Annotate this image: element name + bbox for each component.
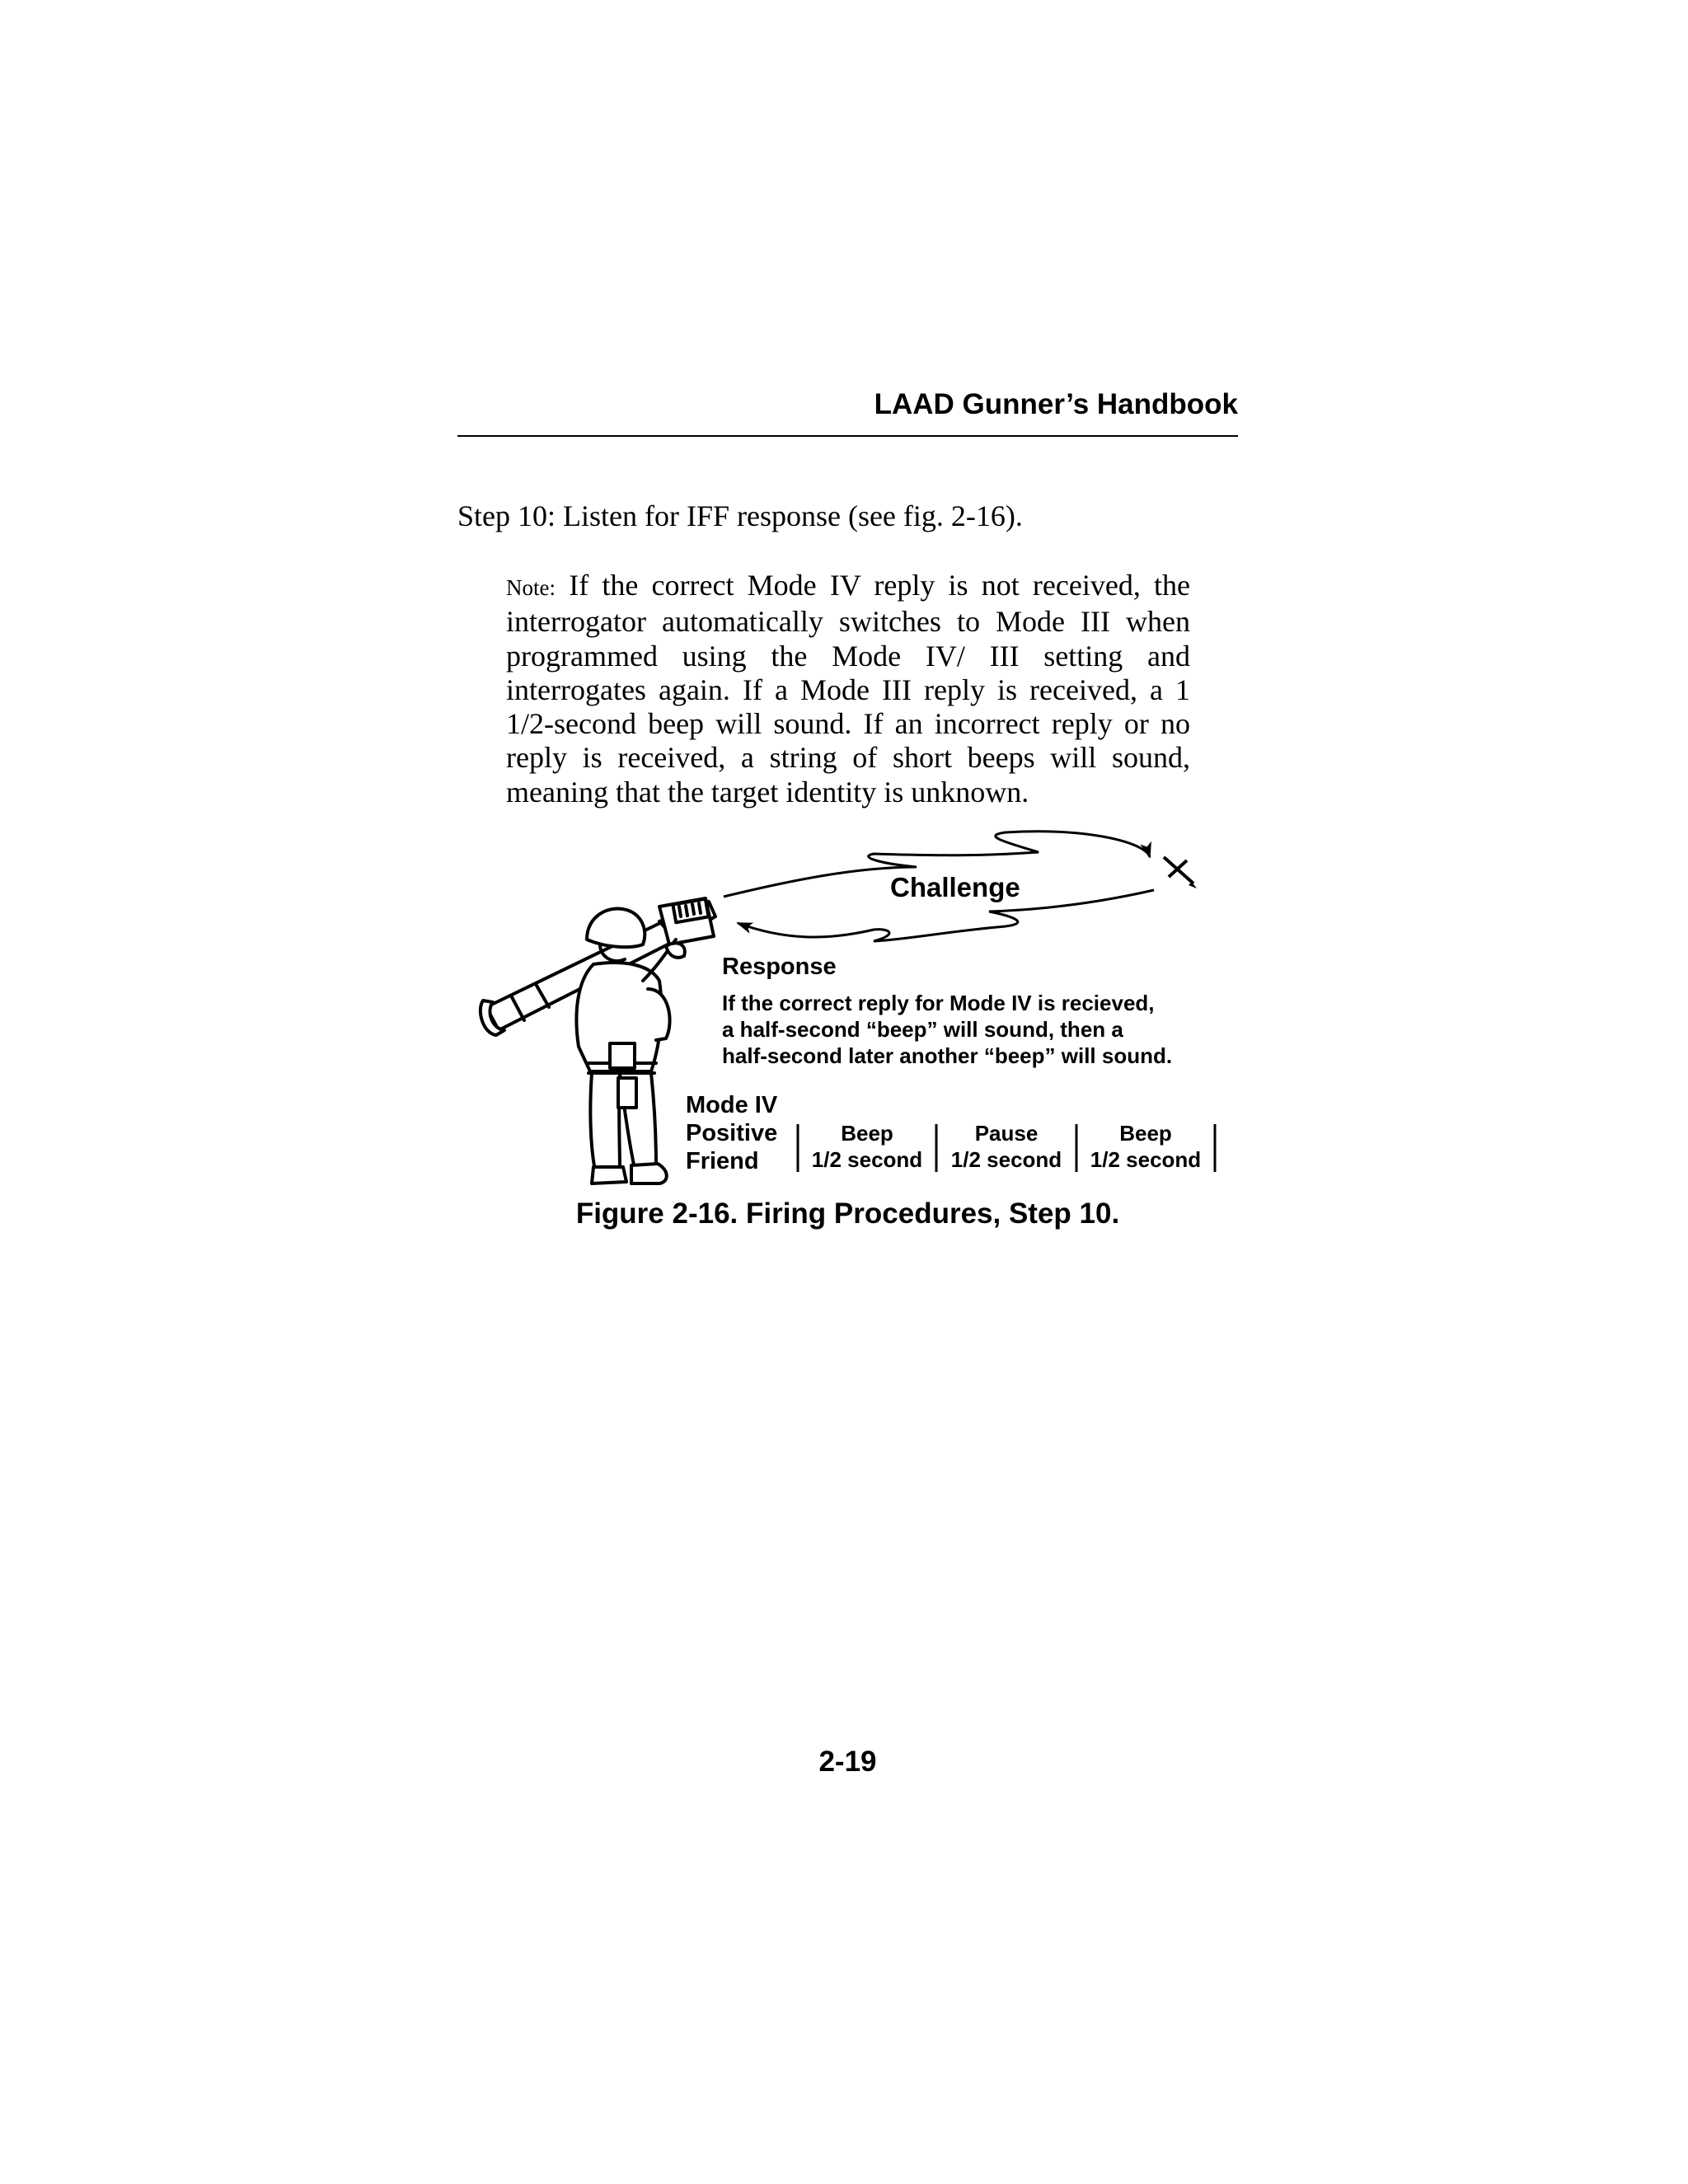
response-label: Response	[722, 954, 837, 980]
aircraft-icon	[1164, 857, 1197, 888]
description-line: a half-second “beep” will sound, then a	[722, 1017, 1123, 1042]
mode-line: Positive	[686, 1120, 778, 1146]
mode-line: Mode IV	[686, 1092, 778, 1118]
timeline-label: Pause	[974, 1121, 1039, 1146]
timeline-duration: 1/2 second	[811, 1147, 923, 1172]
timeline-duration: 1/2 second	[950, 1147, 1062, 1172]
note-text: If the correct Mode IV reply is not received, the interrogator automatically switches to Mode III when programmed using the Mode IV/ III setting and interrogates again. If a Mode III reply is received, a 1 1/2-second beep will sound. If an incorrect reply or no reply is received, a string of short beeps will sound, meaning that the target identity is unknown.	[506, 569, 1191, 808]
gunner-illustration-icon	[481, 898, 715, 1183]
timeline-label: Beep	[1119, 1121, 1172, 1146]
step-text: Step 10: Listen for IFF response (see fig. 2-16).	[457, 499, 1023, 532]
description-line: half-second later another “beep” will sound.	[722, 1043, 1173, 1068]
running-header: LAAD Gunner’s Handbook	[874, 388, 1238, 420]
figure-caption: Figure 2-16. Firing Procedures, Step 10.	[575, 1197, 1120, 1230]
description-line: If the correct reply for Mode IV is recieved,	[722, 991, 1155, 1015]
timeline-label: Beep	[841, 1121, 893, 1146]
timeline-duration: 1/2 second	[1090, 1147, 1202, 1172]
page-number: 2-19	[818, 1746, 877, 1778]
challenge-label: Challenge	[890, 872, 1020, 902]
mode-line: Friend	[686, 1148, 759, 1174]
note-label: Note:	[506, 575, 556, 600]
